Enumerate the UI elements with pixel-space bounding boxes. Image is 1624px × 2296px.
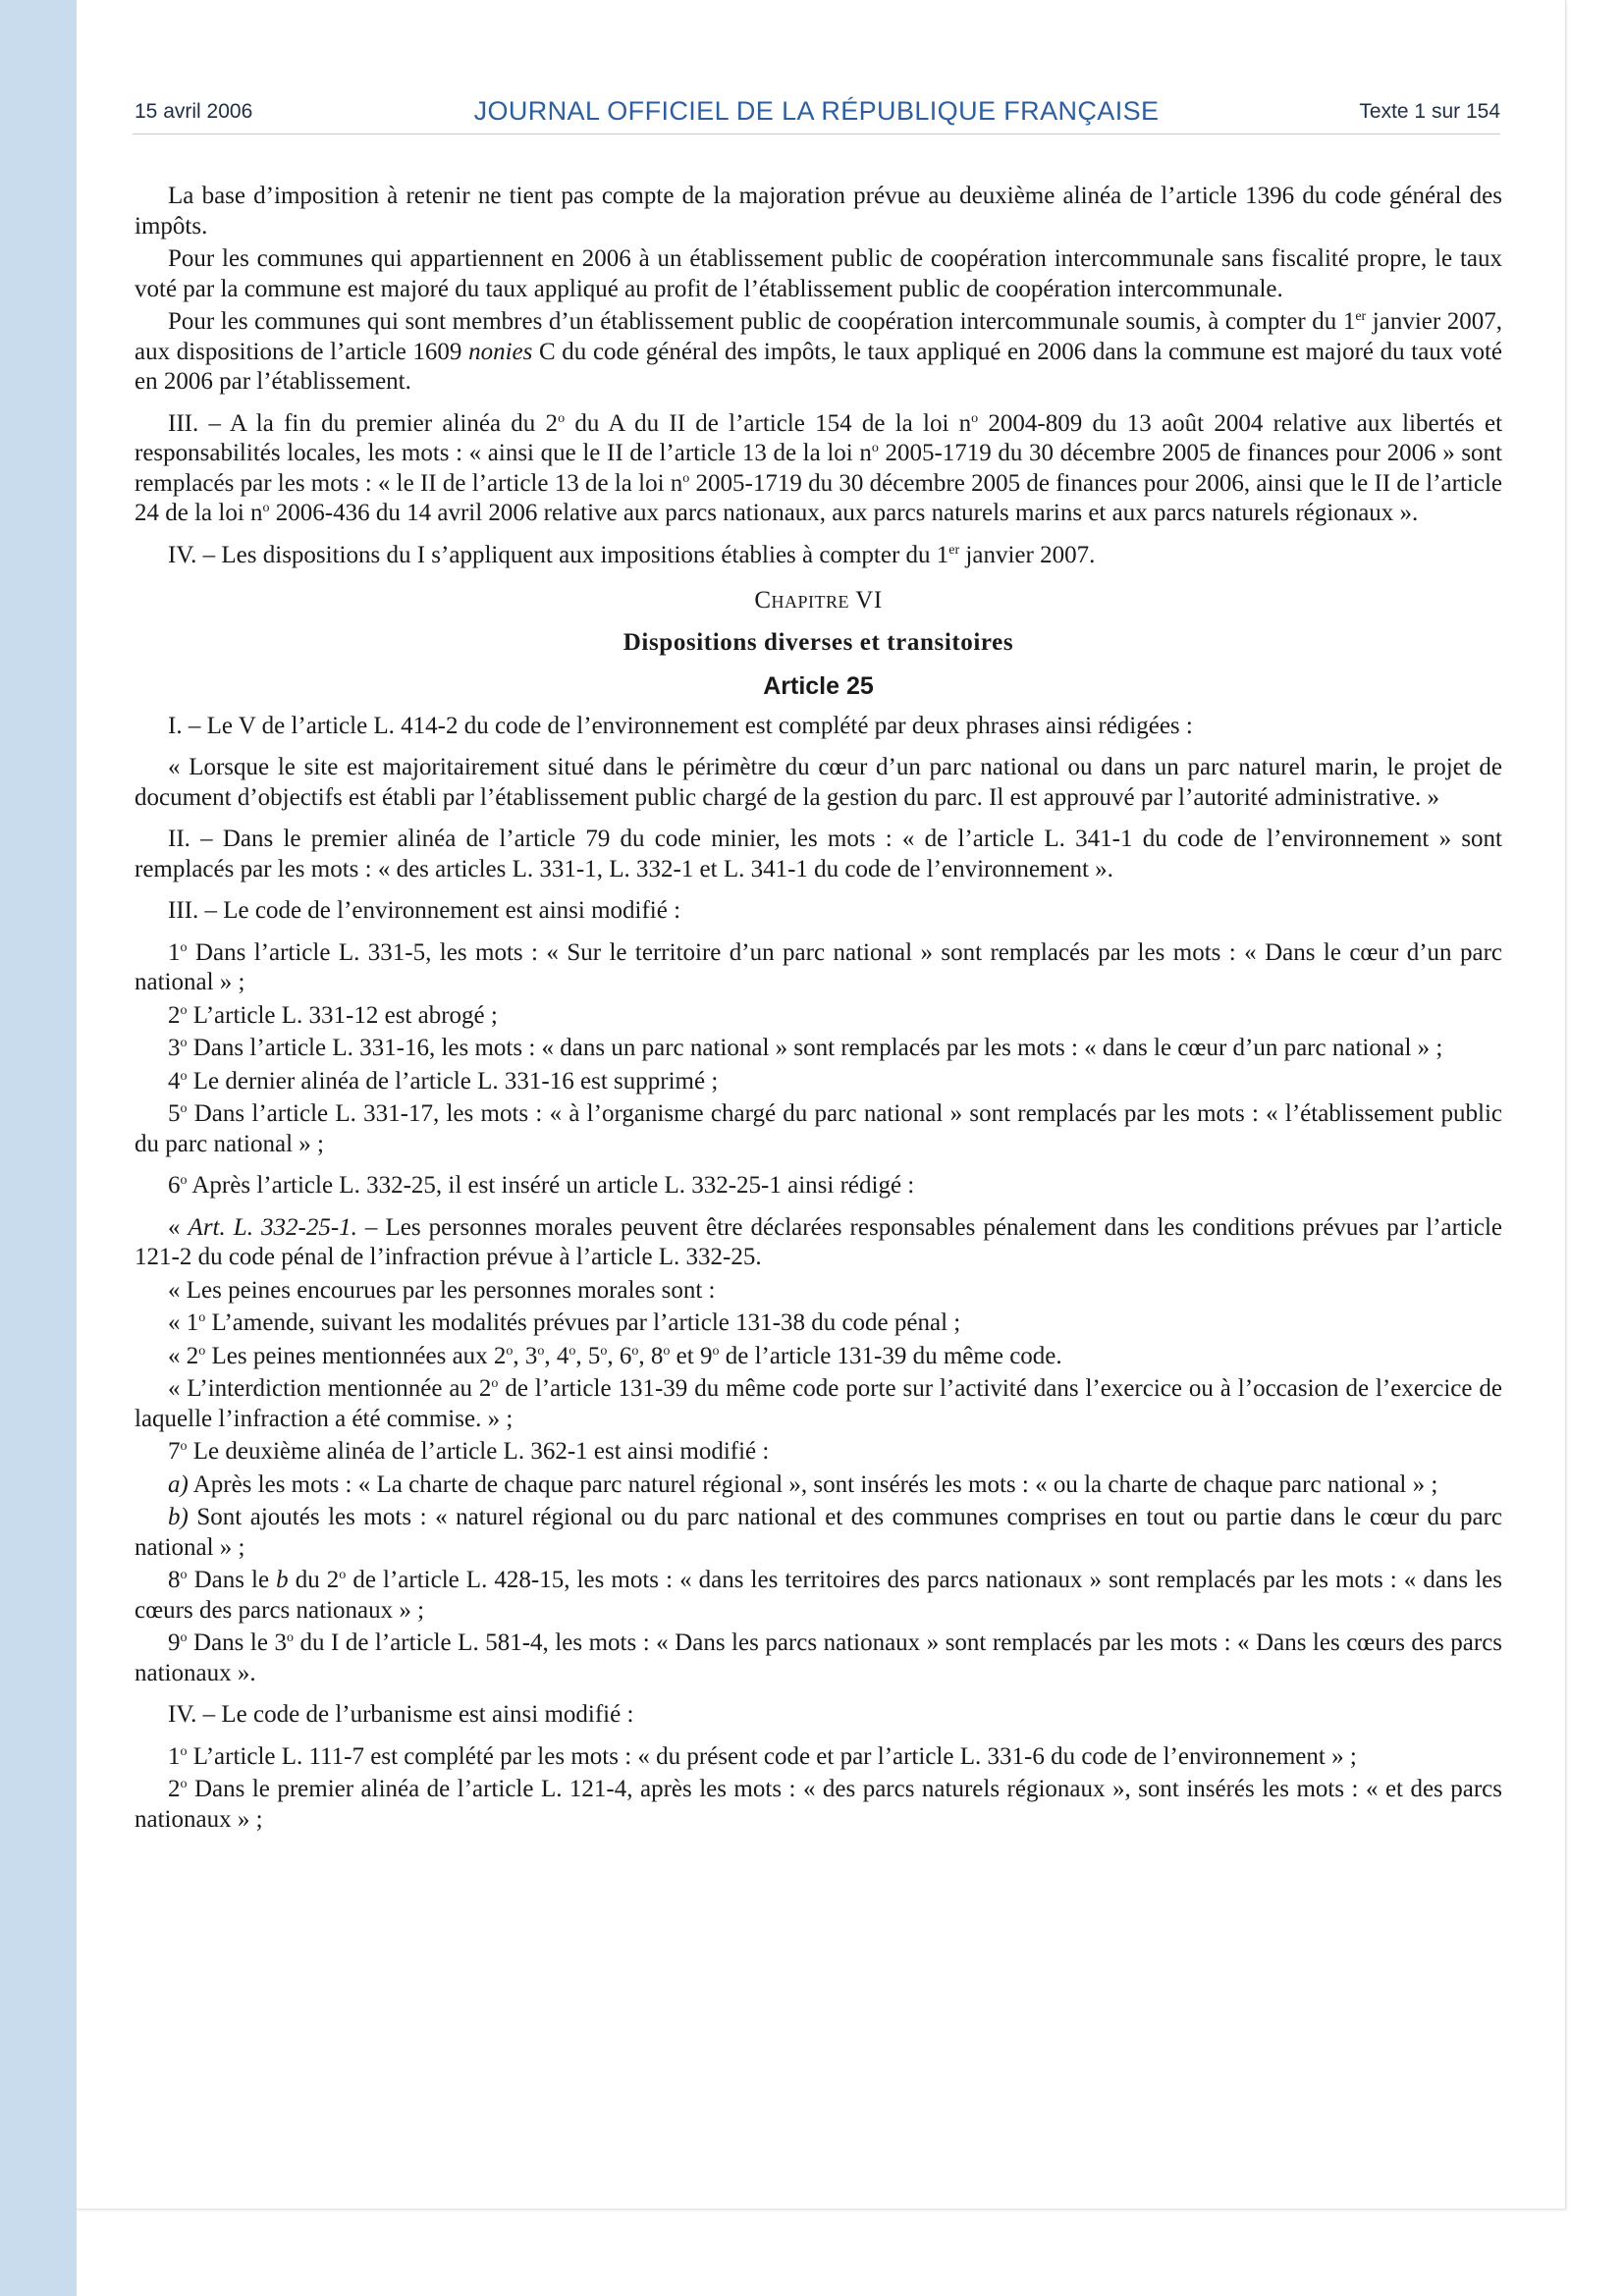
paragraph: II. – Dans le premier alinéa de l’article 79 du code minier, les mots : « de l’article L. 341-1 du code de l’environnement » sont remplacés par les mots : « des articles L. 331-1, L. 332-1 et L. 341-1 du code de l’environnement ». [135,826,1502,882]
paragraph: Pour les communes qui sont membres d’un établissement public de coopération intercommunale soumis, à compter du 1er janvier 2007, aux dispositions de l’article 1609 nonies C du code général des impôts, le taux appliqué en 2006 dans la commune est majoré du taux voté en 2006 par l’établissement. [135,308,1502,395]
section-title: Dispositions diverses et transitoires [623,628,1014,656]
chapter-heading: Chapitre VI [754,587,883,614]
left-margin-band [0,0,77,2296]
header-page-indicator: Texte 1 sur 154 [1359,100,1500,123]
list-item: 7$^o$ Le deuxième alinéa de l’article L. 362-1 est ainsi modifié : [168,1438,770,1465]
list-item: 8$^o$ Dans le b du 2$^o$ de l’article L. 428-15, les mots : « dans les territoires des parcs nationaux » sont remplacés par les mots : « dans les cœurs des parcs nationaux » ; [135,1567,1503,1624]
document-body [135,182,1502,1838]
paragraph: IV. – Les dispositions du I s’appliquent aux impositions établies à compter du 1er janvier 2007. [168,541,1096,568]
quoted-paragraph: « Lorsque le site est majoritairement situé dans le périmètre du cœur d’un parc national ou dans un parc naturel marin, le projet de document d’objectifs est établi par l’établissement public chargé de la gestion du parc. Il est approuvé par l’autorité administrative. » [135,754,1502,811]
list-item: 1$^o$ Dans l’article L. 331-5, les mots : « Sur le territoire d’un parc national » sont remplacés par les mots : « Dans le cœur d’un parc national » ; [135,938,1502,995]
list-item: 3$^o$ Dans l’article L. 331-16, les mots : « dans un parc national » sont remplacés par les mots : « dans le cœur d’un parc national » ; [168,1035,1443,1061]
list-item: 4$^o$ Le dernier alinéa de l’article L. 331-16 est supprimé ; [168,1067,719,1095]
page-header [133,94,1500,134]
paragraph: « L’interdiction mentionnée au 2$^o$ de l’article 131-39 du même code porte sur l’activité dans l’exercice ou à l’occasion de l’exercice de laquelle l’infraction a été commise. » ; [135,1375,1502,1432]
paragraph: Pour les communes qui appartiennent en 2006 à un établissement public de coopération intercommunale sans fiscalité propre, le taux voté par la commune est majoré du taux appliqué au profit de l’établissement public de coopération intercommunale. [135,245,1502,302]
list-item: 6$^o$ Après l’article L. 332-25, il est inséré un article L. 332-25-1 ainsi rédigé : [168,1172,915,1199]
list-item: 5$^o$ Dans l’article L. 331-17, les mots : « à l’organisme chargé du parc national » sont remplacés par les mots : « l’établissement public du parc national » ; [135,1100,1502,1157]
paragraph: I. – Le V de l’article L. 414-2 du code de l’environnement est complété par deux phrases ainsi rédigées : [168,712,1193,739]
paragraph: IV. – Le code de l’urbanisme est ainsi modifié : [168,1701,634,1728]
paragraph: III. – A la fin du premier alinéa du 2$^o$ du A du II de l’article 154 de la loi $n^o$ 2004-809 du 13 août 2004 relative aux libertés et responsabilités locales, les mots : « ainsi que le II de l’article 13 de la loi $n^o$ 2005-1719 du 30 décembre 2005 de finances pour 2006 » sont remplacés par les mots : « le II de l’article 13 de la loi $n^o$ 2005-1719 du 30 décembre 2005 de finances pour 2006, ainsi que le II de l’article 24 de la loi $n^o$ 2006-436 du 14 avril 2006 relative aux parcs nationaux, aux parcs naturels marins et aux parcs naturels régionaux ». [135,409,1503,526]
paragraph: « 1$^o$ L’amende, suivant les modalités prévues par l’article 131-38 du code pénal ; [168,1309,961,1336]
list-item: 9$^o$ Dans le 3$^o$ du I de l’article L. 581-4, les mots : « Dans les parcs nationaux » sont remplacés par les mots : « Dans les cœurs des parcs nationaux ». [135,1629,1503,1686]
list-item: 2$^o$ Dans le premier alinéa de l’article L. 121-4, après les mots : « des parcs naturels régionaux », sont insérés les mots : « et des parcs nationaux » ; [135,1776,1502,1833]
quoted-article: « Art. L. 332-25-1. – Les personnes morales peuvent être déclarées responsables pénalement dans les conditions prévues par l’article 121-2 du code pénal de l’infraction prévue à l’article L. 332-25. [135,1213,1502,1270]
list-item: 1$^o$ L’article L. 111-7 est complété par les mots : « du présent code et par l’article L. 331-6 du code de l’environnement » ; [168,1742,1357,1770]
list-item: 2$^o$ L’article L. 331-12 est abrogé ; [168,1001,498,1029]
paragraph: La base d’imposition à retenir ne tient pas compte de la majoration prévue au deuxième alinéa de l’article 1396 du code général des impôts. [135,183,1502,240]
header-date: 15 avril 2006 [135,100,253,123]
list-item: a) Après les mots : « La charte de chaque parc naturel régional », sont insérés les mots : « ou la charte de chaque parc national » ; [168,1470,1438,1498]
paragraph: III. – Le code de l’environnement est ainsi modifié : [168,897,681,924]
article-title: Article 25 [763,672,874,700]
paragraph: « 2$^o$ Les peines mentionnées aux 2$^o$, 3$^o$, 4$^o$, 5$^o$, 6$^o$, 8$^o$ et 9$^o$ de l’article 131-39 du même code. [168,1342,1062,1369]
list-item: b) Sont ajoutés les mots : « naturel régional ou du parc national et des communes comprises en tout ou partie dans le cœur du parc national » ; [135,1504,1502,1561]
header-journal-title: JOURNAL OFFICIEL DE LA RÉPUBLIQUE FRANÇAISE [473,96,1160,126]
paragraph: « Les peines encourues par les personnes morales sont : [168,1276,716,1304]
